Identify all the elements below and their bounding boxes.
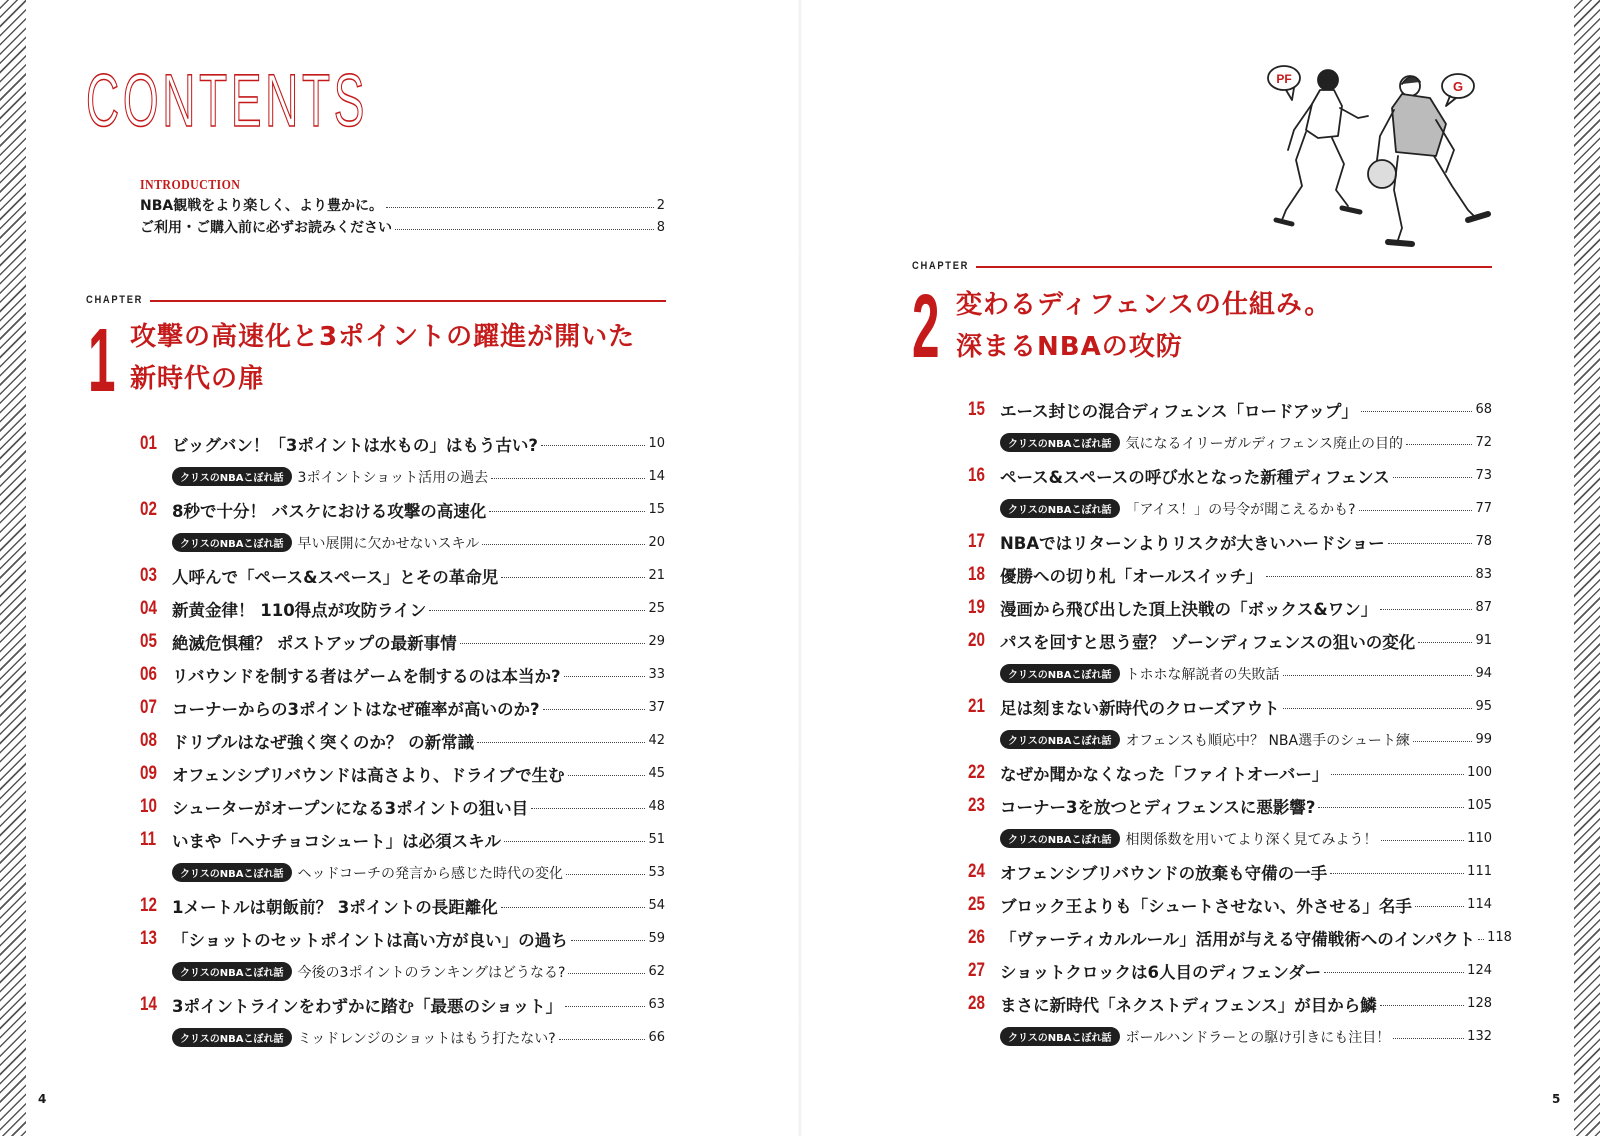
entry-title: 優勝への切り札「オールスイッチ」 bbox=[1000, 566, 1263, 586]
entry-number: 23 bbox=[968, 794, 985, 816]
entry-title: ショットクロックは6人目のディフェンダー bbox=[1000, 962, 1322, 982]
column-badge: クリスのNBAこぼれ話 bbox=[172, 863, 292, 882]
entry-number: 26 bbox=[968, 926, 985, 948]
toc-entry[interactable] bbox=[140, 691, 665, 724]
entry-number: 06 bbox=[140, 663, 157, 685]
leader-dots bbox=[541, 445, 646, 446]
entry-number: 12 bbox=[140, 894, 157, 916]
entry-title: 早い展開に欠かせないスキル bbox=[297, 535, 480, 552]
toc-entry[interactable] bbox=[140, 658, 665, 691]
column-badge: クリスのNBAこぼれ話 bbox=[1000, 730, 1120, 749]
entry-title: ブロック王よりも「シュートさせない、外させる」名手 bbox=[1000, 896, 1412, 916]
entry-title: コーナー3を放つとディフェンスに悪影響? bbox=[1000, 797, 1316, 817]
entry-page: 45 bbox=[648, 766, 665, 781]
entry-page: 95 bbox=[1475, 699, 1492, 714]
entry-number: 15 bbox=[968, 398, 985, 420]
leader-dots bbox=[568, 973, 645, 974]
entry-page: 51 bbox=[648, 832, 665, 847]
introduction-heading: INTRODUCTION bbox=[140, 178, 241, 193]
toc-entry[interactable] bbox=[140, 922, 665, 955]
leader-dots bbox=[1393, 477, 1473, 478]
entry-title: NBAではリターンよりリスクが大きいハードショー bbox=[1000, 533, 1385, 553]
entry-title: ビッグバン！「3ポイントは水もの」はもう古い? bbox=[172, 435, 538, 455]
leader-dots bbox=[491, 478, 645, 479]
bubble-right-label: G bbox=[1452, 79, 1464, 94]
entry-title: 漫画から飛び出した頂上決戦の「ボックス&ワン」 bbox=[1000, 599, 1378, 619]
entry-page: 83 bbox=[1475, 567, 1492, 582]
entry-number: 18 bbox=[968, 563, 985, 585]
entry-number: 16 bbox=[968, 464, 985, 486]
leader-dots bbox=[1418, 642, 1472, 643]
toc-column-entry[interactable] bbox=[968, 822, 1492, 855]
entry-page: 110 bbox=[1467, 831, 1492, 846]
chapter-2-title bbox=[956, 284, 1331, 368]
leader-dots bbox=[386, 207, 654, 208]
entry-number: 19 bbox=[968, 596, 985, 618]
toc-entry[interactable] bbox=[140, 889, 665, 922]
toc-entry[interactable] bbox=[968, 789, 1492, 822]
toc-column-entry[interactable] bbox=[968, 723, 1492, 756]
leader-dots bbox=[566, 874, 645, 875]
entry-number: 14 bbox=[140, 993, 157, 1015]
entry-page: 91 bbox=[1475, 633, 1492, 648]
leader-dots bbox=[429, 610, 645, 611]
leader-dots bbox=[1318, 807, 1464, 808]
entry-title: まさに新時代「ネクストディフェンス」が目から鱗 bbox=[1000, 995, 1377, 1015]
toc-column-entry[interactable] bbox=[968, 492, 1492, 525]
entry-page: 25 bbox=[648, 601, 665, 616]
entry-title: 相関係数を用いてより深く見てみよう！ bbox=[1125, 831, 1378, 848]
column-badge: クリスのNBAこぼれ話 bbox=[1000, 664, 1120, 683]
entry-number: 13 bbox=[140, 927, 157, 949]
toc-column-entry[interactable] bbox=[140, 955, 665, 988]
entry-title: 3ポイントショット活用の過去 bbox=[297, 469, 489, 486]
entry-number: 10 bbox=[140, 795, 157, 817]
leader-dots bbox=[460, 643, 646, 644]
leader-dots bbox=[1388, 543, 1473, 544]
entry-page: 63 bbox=[648, 997, 665, 1012]
entry-page: 132 bbox=[1467, 1029, 1492, 1044]
toc-entry[interactable] bbox=[140, 559, 665, 592]
entry-title: 気になるイリーガルディフェンス廃止の目的 bbox=[1125, 435, 1404, 452]
leader-dots bbox=[1331, 774, 1464, 775]
toc-entry[interactable] bbox=[140, 790, 665, 823]
chapter-1-title-line1: 攻撃の高速化と3ポイントの躍進が開いた bbox=[130, 322, 636, 352]
toc-entry[interactable] bbox=[140, 988, 665, 1021]
entry-number: 07 bbox=[140, 696, 157, 718]
entry-title: 新黄金律！ 110得点が攻防ライン bbox=[172, 600, 427, 620]
entry-page: 114 bbox=[1467, 897, 1492, 912]
entry-title: ミッドレンジのショットはもう打たない? bbox=[297, 1030, 556, 1047]
entry-page: 99 bbox=[1475, 732, 1492, 747]
entry-page: 48 bbox=[648, 799, 665, 814]
chapter-1-toc bbox=[140, 427, 665, 1054]
leader-dots bbox=[1330, 873, 1464, 874]
entry-number: 08 bbox=[140, 729, 157, 751]
toc-entry[interactable] bbox=[140, 757, 665, 790]
entry-page: 128 bbox=[1467, 996, 1492, 1011]
entry-title: 今後の3ポイントのランキングはどうなる? bbox=[297, 964, 566, 981]
entry-title: オフェンシブリバウンドは高さより、ドライブで生む bbox=[172, 765, 565, 785]
entry-number: 27 bbox=[968, 959, 985, 981]
entry-number: 22 bbox=[968, 761, 985, 783]
entry-page: 78 bbox=[1475, 534, 1492, 549]
introduction-section bbox=[140, 178, 665, 238]
intro-item-page: 8 bbox=[656, 219, 665, 235]
entry-title: 「ショットのセットポイントは高い方が良い」の過ち bbox=[172, 930, 568, 950]
intro-item[interactable] bbox=[140, 216, 665, 238]
entry-title: 足は刻まない新時代のクローズアウト bbox=[1000, 698, 1280, 718]
entry-title: 絶滅危惧種？ ポストアップの最新事情 bbox=[172, 633, 457, 653]
toc-entry[interactable] bbox=[968, 954, 1492, 987]
entry-title: コーナーからの3ポイントはなぜ確率が高いのか? bbox=[172, 699, 540, 719]
leader-dots bbox=[504, 841, 645, 842]
leader-dots bbox=[1393, 1038, 1464, 1039]
page-number-left: 4 bbox=[38, 1092, 47, 1106]
entry-number: 03 bbox=[140, 564, 157, 586]
column-badge: クリスのNBAこぼれ話 bbox=[172, 962, 292, 981]
entry-title: いまや「ヘナチョコシュート」は必須スキル bbox=[172, 831, 502, 851]
entry-page: 62 bbox=[648, 964, 665, 979]
intro-item-title: ご利用・ご購入前に必ずお読みください bbox=[140, 220, 392, 236]
column-badge: クリスのNBAこぼれ話 bbox=[1000, 1027, 1120, 1046]
toc-column-entry[interactable] bbox=[140, 856, 665, 889]
entry-title: リバウンドを制する者はゲームを制するのは本当か? bbox=[172, 666, 561, 686]
entry-number: 04 bbox=[140, 597, 157, 619]
entry-page: 20 bbox=[648, 535, 665, 550]
toc-entry[interactable] bbox=[968, 393, 1492, 426]
intro-item[interactable] bbox=[140, 194, 665, 216]
entry-title: トホホな解説者の失敗話 bbox=[1125, 666, 1280, 683]
intro-item-title: NBA観戦をより楽しく、より豊かに。 bbox=[140, 198, 383, 214]
leader-dots bbox=[1406, 444, 1472, 445]
entry-title: 3ポイントラインをわずかに踏む「最悪のショット」 bbox=[172, 996, 563, 1016]
entry-page: 42 bbox=[648, 733, 665, 748]
leader-dots bbox=[559, 1039, 646, 1040]
entry-title: ペース&スペースの呼び水となった新種ディフェンス bbox=[1000, 467, 1390, 487]
entry-title: 人呼んで「ペース&スペース」とその革命児 bbox=[172, 567, 499, 587]
entry-page: 59 bbox=[648, 931, 665, 946]
column-badge: クリスのNBAこぼれ話 bbox=[172, 1028, 292, 1047]
entry-page: 53 bbox=[648, 865, 665, 880]
toc-entry[interactable] bbox=[968, 624, 1492, 657]
toc-entry[interactable] bbox=[968, 459, 1492, 492]
chapter-2-rule bbox=[976, 266, 1492, 268]
chapter-1-label: CHAPTER bbox=[86, 294, 144, 306]
toc-entry[interactable] bbox=[968, 921, 1512, 954]
leader-dots bbox=[1415, 906, 1464, 907]
leader-dots bbox=[1478, 939, 1484, 940]
page-edge-hatch-left bbox=[0, 0, 26, 1136]
toc-column-entry[interactable] bbox=[140, 526, 665, 559]
entry-number: 20 bbox=[968, 629, 985, 651]
entry-page: 33 bbox=[648, 667, 665, 682]
entry-page: 14 bbox=[648, 469, 665, 484]
page-number-right: 5 bbox=[1552, 1092, 1561, 1106]
basketball-players-illustration bbox=[1262, 60, 1512, 258]
toc-entry[interactable] bbox=[968, 558, 1492, 591]
toc-column-entry[interactable] bbox=[140, 1021, 665, 1054]
chapter-2-title-line2: 深まるNBAの攻防 bbox=[956, 332, 1183, 362]
entry-title: パスを回すと思う壺？ ゾーンディフェンスの狙いの変化 bbox=[1000, 632, 1416, 652]
chapter-1-title-line2: 新時代の扉 bbox=[130, 364, 266, 394]
entry-title: ボールハンドラーとの駆け引きにも注目！ bbox=[1125, 1029, 1391, 1046]
leader-dots bbox=[564, 676, 646, 677]
entry-page: 21 bbox=[648, 568, 665, 583]
page-edge-hatch-right bbox=[1574, 0, 1600, 1136]
entry-page: 72 bbox=[1475, 435, 1492, 450]
chapter-2-number: 2 bbox=[912, 277, 940, 377]
entry-page: 66 bbox=[648, 1030, 665, 1045]
entry-page: 68 bbox=[1475, 402, 1492, 417]
column-badge: クリスのNBAこぼれ話 bbox=[172, 467, 292, 486]
leader-dots bbox=[501, 907, 646, 908]
toc-entry[interactable] bbox=[968, 690, 1492, 723]
entry-number: 28 bbox=[968, 992, 985, 1014]
entry-title: オフェンシブリバウンドの放棄も守備の一手 bbox=[1000, 863, 1328, 883]
chapter-1-number: 1 bbox=[88, 311, 116, 411]
chapter-1-title bbox=[130, 316, 635, 400]
entry-page: 94 bbox=[1475, 666, 1492, 681]
entry-page: 111 bbox=[1467, 864, 1492, 879]
leader-dots bbox=[489, 511, 645, 512]
entry-number: 11 bbox=[140, 828, 157, 850]
leader-dots bbox=[1283, 708, 1473, 709]
entry-title: シューターがオープンになる3ポイントの狙い目 bbox=[172, 798, 529, 818]
entry-page: 105 bbox=[1467, 798, 1492, 813]
leader-dots bbox=[531, 808, 645, 809]
leader-dots bbox=[477, 742, 645, 743]
entry-title: 1メートルは朝飯前？ 3ポイントの長距離化 bbox=[172, 897, 498, 917]
entry-page: 10 bbox=[648, 436, 665, 451]
toc-entry[interactable] bbox=[140, 625, 665, 658]
leader-dots bbox=[565, 1006, 645, 1007]
toc-entry[interactable] bbox=[140, 592, 665, 625]
entry-page: 100 bbox=[1467, 765, 1492, 780]
leader-dots bbox=[482, 544, 645, 545]
entry-page: 29 bbox=[648, 634, 665, 649]
column-badge: クリスのNBAこぼれ話 bbox=[1000, 433, 1120, 452]
entry-number: 21 bbox=[968, 695, 985, 717]
entry-number: 09 bbox=[140, 762, 157, 784]
toc-entry[interactable] bbox=[968, 591, 1492, 624]
leader-dots bbox=[568, 775, 646, 776]
entry-number: 24 bbox=[968, 860, 985, 882]
toc-entry[interactable] bbox=[140, 724, 665, 757]
leader-dots bbox=[1359, 510, 1473, 511]
contents-title: CONTENTS bbox=[86, 59, 369, 142]
entry-page: 77 bbox=[1475, 501, 1492, 516]
entry-page: 37 bbox=[648, 700, 665, 715]
entry-page: 118 bbox=[1487, 930, 1512, 945]
entry-title: ドリブルはなぜ強く突くのか？ の新常識 bbox=[172, 732, 475, 752]
leader-dots bbox=[1381, 840, 1465, 841]
chapter-2-toc bbox=[968, 393, 1512, 1053]
toc-entry[interactable] bbox=[140, 427, 665, 460]
book-spine bbox=[798, 0, 802, 1136]
leader-dots bbox=[1413, 741, 1473, 742]
entry-page: 54 bbox=[648, 898, 665, 913]
column-badge: クリスのNBAこぼれ話 bbox=[1000, 829, 1120, 848]
toc-entry[interactable] bbox=[140, 493, 665, 526]
entry-number: 02 bbox=[140, 498, 157, 520]
leader-dots bbox=[1361, 411, 1473, 412]
toc-entry[interactable] bbox=[968, 525, 1492, 558]
entry-title: オフェンスも順応中？ NBA選手のシュート練 bbox=[1125, 732, 1410, 749]
entry-page: 124 bbox=[1467, 963, 1492, 978]
chapter-2-label: CHAPTER bbox=[912, 260, 970, 272]
toc-column-entry[interactable] bbox=[140, 460, 665, 493]
entry-title: 「アイス！」の号令が聞こえるかも? bbox=[1125, 501, 1356, 518]
entry-number: 17 bbox=[968, 530, 985, 552]
entry-number: 01 bbox=[140, 432, 157, 454]
entry-number: 25 bbox=[968, 893, 985, 915]
toc-entry[interactable] bbox=[140, 823, 665, 856]
entry-page: 15 bbox=[648, 502, 665, 517]
entry-number: 05 bbox=[140, 630, 157, 652]
leader-dots bbox=[501, 577, 645, 578]
toc-entry[interactable] bbox=[968, 987, 1492, 1020]
entry-title: エース封じの混合ディフェンス「ロードアップ」 bbox=[1000, 401, 1358, 421]
leader-dots bbox=[571, 940, 646, 941]
entry-title: ヘッドコーチの発言から感じた時代の変化 bbox=[297, 865, 563, 882]
bubble-left-label: PF bbox=[1276, 72, 1292, 86]
toc-entry[interactable] bbox=[968, 888, 1492, 921]
leader-dots bbox=[543, 709, 646, 710]
entry-title: なぜか聞かなくなった「ファイトオーバー」 bbox=[1000, 764, 1329, 784]
toc-column-entry[interactable] bbox=[968, 426, 1492, 459]
leader-dots bbox=[1324, 972, 1464, 973]
chapter-2-title-line1: 変わるディフェンスの仕組み。 bbox=[956, 290, 1332, 320]
entry-title: 「ヴァーティカルルール」活用が与える守備戦術へのインパクト bbox=[1000, 929, 1476, 949]
toc-column-entry[interactable] bbox=[968, 657, 1492, 690]
leader-dots bbox=[395, 229, 654, 230]
column-badge: クリスのNBAこぼれ話 bbox=[172, 533, 292, 552]
leader-dots bbox=[1266, 576, 1473, 577]
column-badge: クリスのNBAこぼれ話 bbox=[1000, 499, 1120, 518]
entry-page: 87 bbox=[1475, 600, 1492, 615]
intro-item-page: 2 bbox=[656, 197, 665, 213]
toc-entry[interactable] bbox=[968, 756, 1492, 789]
leader-dots bbox=[1380, 1005, 1464, 1006]
leader-dots bbox=[1380, 609, 1472, 610]
toc-entry[interactable] bbox=[968, 855, 1492, 888]
leader-dots bbox=[1283, 675, 1473, 676]
entry-title: 8秒で十分！ バスケにおける攻撃の高速化 bbox=[172, 501, 487, 521]
entry-page: 73 bbox=[1475, 468, 1492, 483]
chapter-1-rule bbox=[150, 300, 666, 302]
toc-column-entry[interactable] bbox=[968, 1020, 1492, 1053]
